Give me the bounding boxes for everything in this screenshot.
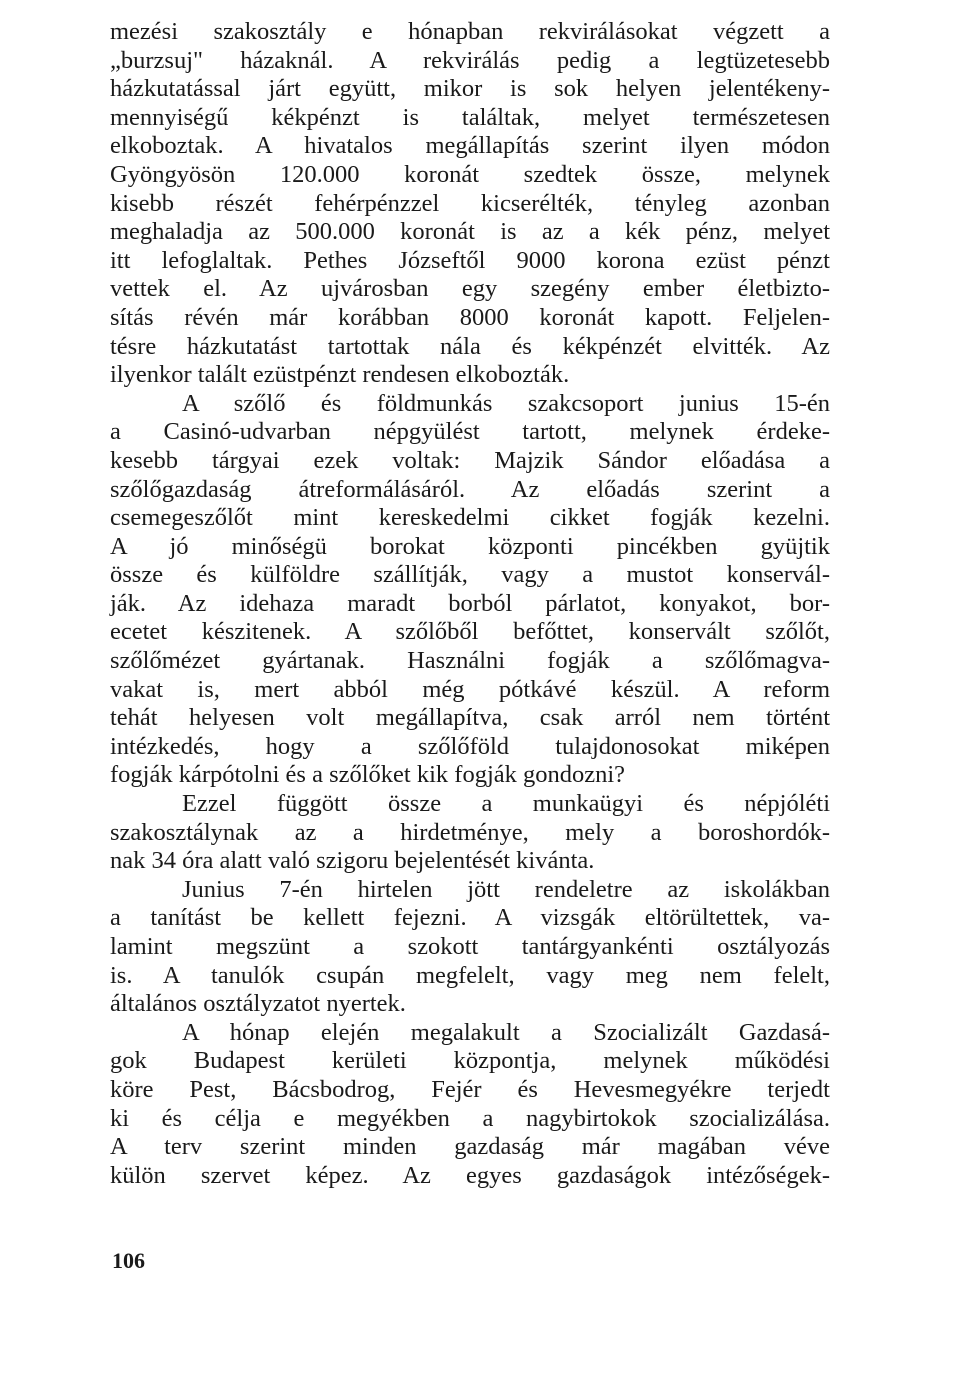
text-line: is. A tanulók csupán megfelelt, vagy meg nem felelt, [110, 961, 830, 989]
paragraph [110, 1019, 830, 1191]
text-line: ják. Az idehaza maradt borból párlatot, konyakot, bor- [110, 589, 830, 617]
paragraph [110, 390, 830, 790]
text-line: lamint megszünt a szokott tantárgyankénti osztályozás [110, 933, 830, 960]
text-line: kesebb tárgyai ezek voltak: Majzik Sándor előadása a [110, 446, 830, 474]
text-line: kisebb részét fehérpénzzel kicserélték, tényleg azonban [110, 189, 830, 217]
text-line: Junius 7-én hirtelen jött rendeletre az iskolákban [182, 875, 830, 903]
text-line: vakat is, mert abból még pótkávé készül. A reform [110, 675, 830, 703]
text-line: fogják kárpótolni és a szőlőket kik fogják gondozni? [110, 761, 626, 789]
text-line: Ezzel függött össze a munkaügyi és népjóléti [182, 790, 830, 818]
paragraph [110, 876, 830, 1019]
text-line: külön szervet képez. Az egyes gazdaságok intézőségek- [110, 1161, 830, 1189]
text-line: tehát helyesen volt megállapítva, csak arról nem történt [110, 704, 830, 732]
text-line: ilyenkor talált ezüstpénzt rendesen elkobozták. [110, 361, 570, 389]
text-line: általános osztályzatot nyertek. [110, 990, 406, 1018]
text-line: Gyöngyösön 120.000 koronát szedtek össze, melynek [110, 160, 830, 188]
text-line: mennyiségű kékpénzt is találtak, melyet természetesen [110, 103, 830, 131]
text-line: össze és külföldre szállítják, vagy a mustot konservál- [110, 561, 830, 589]
paragraph [110, 790, 830, 876]
page-number: 106 [112, 1248, 145, 1273]
text-line: itt lefoglaltak. Pethes Józseftől 9000 korona ezüst pénzt [110, 246, 830, 274]
text-line: meghaladja az 500.000 koronát is az a kék pénz, melyet [110, 218, 830, 246]
text-line: vettek el. Az ujvárosban egy szegény ember életbizto- [110, 275, 830, 303]
text-line: nak 34 óra alatt való szigoru bejelentését kivánta. [110, 847, 595, 875]
text-line: tésre házkutatást tartottak nála és kékpénzét elvitték. Az [110, 332, 830, 360]
text-line: házkutatással járt együtt, mikor is sok helyen jelentékeny- [110, 75, 830, 103]
paragraph [110, 18, 830, 390]
text-line: mezési szakosztály e hónapban rekvirálásokat végzett a [110, 18, 830, 45]
text-line: A szőlő és földmunkás szakcsoport junius 15-én [182, 389, 830, 417]
text-line: „burzsuj" házaknál. A rekvirálás pedig a legtüzetesebb [110, 46, 830, 74]
text-line: szőlőgazdaság átreformálásáról. Az előadás szerint a [110, 475, 830, 503]
text-line: elkoboztak. A hivatalos megállapítás szerint ilyen módon [110, 132, 830, 160]
text-line: ki és célja e megyékben a nagybirtokok szocializálása. [110, 1104, 830, 1132]
text-line: A jó minőségü borokat központi pincékben gyüjtik [110, 532, 830, 560]
text-line: ecetet készitenek. A szőlőből befőttet, konservált szőlőt, [110, 618, 830, 646]
text-line: a Casinó-udvarban népgyülést tartott, melynek érdeke- [110, 418, 830, 446]
text-line: csemegeszőlőt mint kereskedelmi cikket fogják kezelni. [110, 504, 830, 532]
text-line: a tanítást be kellett fejezni. A vizsgák eltörültettek, va- [110, 904, 830, 932]
text-line: A terv szerint minden gazdaság már magában véve [110, 1133, 830, 1161]
text-line: gok Budapest kerületi központja, melynek működési [110, 1047, 830, 1075]
text-line: szakosztálynak az a hirdetménye, mely a boroshordók- [110, 818, 830, 846]
text-line: sítás révén már korábban 8000 koronát kapott. Feljelen- [110, 303, 830, 331]
text-line: A hónap elején megalakult a Szocializált Gazdasá- [182, 1018, 830, 1046]
text-line: szőlőmézet gyártanak. Használni fogják a szőlőmagva- [110, 647, 830, 675]
body-text [110, 18, 830, 1190]
text-line: köre Pest, Bácsbodrog, Fejér és Hevesmegyékre terjedt [110, 1075, 830, 1103]
text-line: intézkedés, hogy a szőlőföld tulajdonosokat miképen [110, 732, 830, 760]
